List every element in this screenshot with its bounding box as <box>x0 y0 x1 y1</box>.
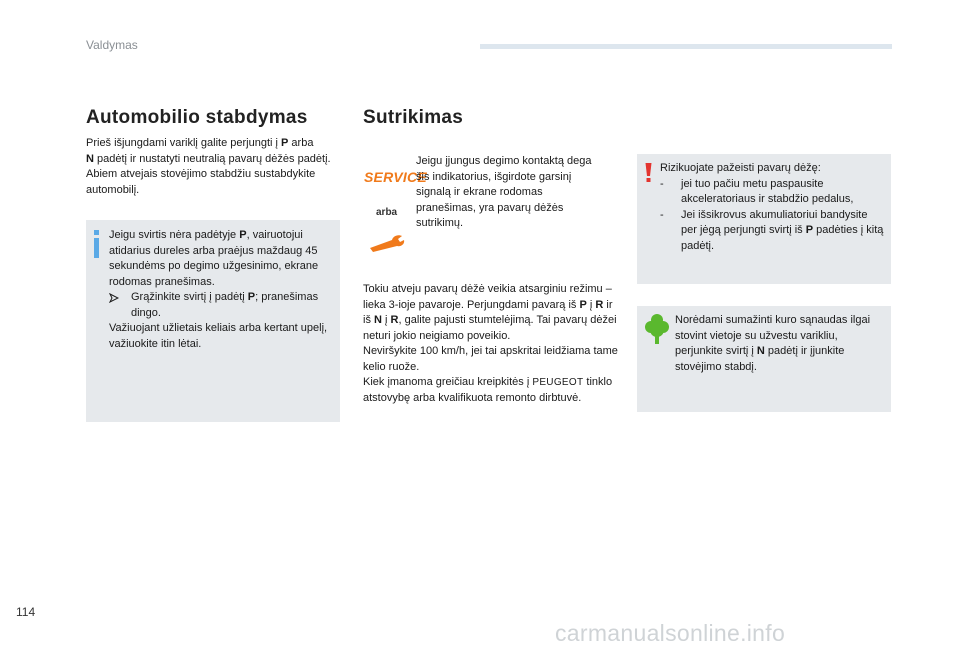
tree-icon <box>645 314 669 344</box>
text-span: Jeigu svirtis nėra padėtyje <box>109 229 240 241</box>
indicator-description: Jeigu įjungus degimo kontaktą dega šis indikatorius, išgirdote garsinį signalą ir ekrane rodomas pranešimas, yra pavarų dėžės sutrikimų. <box>416 155 592 229</box>
gear-p: P <box>805 224 814 236</box>
or-label: arba <box>376 207 398 218</box>
gear-r: R <box>595 298 604 311</box>
wrench-icon <box>368 234 406 252</box>
header-bar <box>480 44 892 49</box>
malfunction-text <box>363 282 619 406</box>
info-text <box>109 228 331 352</box>
text-span: Grąžinkite svirtį į padėtį <box>131 291 248 303</box>
bullet-arrow-icon <box>109 290 131 321</box>
dash: - <box>660 208 664 221</box>
warning-text <box>660 161 886 254</box>
gear-p: P <box>281 137 289 149</box>
text-span: į <box>586 298 596 311</box>
eco-text <box>675 313 883 375</box>
gear-p: P <box>579 298 587 311</box>
text-span: , galite pajusti stumtelėjimą. Tai pavarų dėžei neturi jokio neigiamo poveikio. <box>363 314 617 342</box>
info-bullet <box>109 290 331 321</box>
text-span: Abiem atvejais stovėjimo stabdžiu sustabdykite automobilį. <box>86 168 316 196</box>
warning-box <box>637 154 891 284</box>
text-span: padėtį ir įjunkite stovėjimo stabdį. <box>675 345 845 373</box>
gear-n: N <box>86 152 94 165</box>
text-span: , vairuotojui atidarius dureles arba praėjus maždaug 45 sekundėms po degimo užgesinimo, ekrane rodomas pranešimas. <box>109 229 319 288</box>
text-span: Prieš išjungdami variklį galite perjungti į <box>86 137 282 149</box>
text-span: Norėdami sumažinti kuro sąnaudas ilgai stovint vietoje su užvestu varikliu, perjunkite svirtį į <box>675 314 871 357</box>
warning-item <box>660 208 886 255</box>
text-span: Kiek įmanoma greičiau kreipkitės į <box>363 376 533 388</box>
parking-paragraph <box>86 136 341 198</box>
gear-p: P <box>239 229 247 241</box>
warning-intro: Rizikuojate pažeisti pavarų dėžę: <box>660 162 821 174</box>
gear-n: N <box>756 345 765 357</box>
text-span: į <box>381 314 391 326</box>
info-icon <box>93 230 100 258</box>
warning-icon <box>645 163 652 183</box>
service-indicator: SERVICE <box>364 169 427 185</box>
brand-name: PEUGEOT <box>532 377 584 388</box>
info-box <box>86 220 340 422</box>
text-span: Neviršykite 100 km/h, jei tai apskritai leidžiama tame kelio ruože. <box>363 345 618 373</box>
section-title: Valdymas <box>86 38 138 52</box>
warning-item <box>660 177 886 208</box>
watermark: carmanualsonline.info <box>555 620 786 646</box>
text-span: padėties į kitą padėtį. <box>681 224 884 252</box>
text-span: arba <box>288 137 314 149</box>
text-span: tinklo atstovybę arba kvalifikuota remonto dirbtuvė. <box>363 376 613 404</box>
text-span: Važiuojant užlietais keliais arba kertant upelį, važiuokite itin lėtai. <box>109 322 328 350</box>
text-span: ; pranešimas dingo. <box>131 291 319 319</box>
gear-p: P <box>247 291 256 303</box>
text-span: padėtį ir nustatyti neutralią pavarų dėžės padėtį. <box>93 152 331 165</box>
text-span: Jei išsikrovus akumuliatoriui bandysite per jėgą perjungti svirtį iš <box>681 208 868 236</box>
text-span: jei tuo pačiu metu paspausite akceleratoriaus ir stabdžio pedalus, <box>681 177 854 205</box>
dash: - <box>660 177 664 190</box>
heading-malfunction: Sutrikimas <box>363 107 464 128</box>
text-span: ir iš <box>363 298 613 326</box>
page-number: 114 <box>16 605 36 619</box>
gear-r: R <box>390 314 399 326</box>
gear-n: N <box>374 314 382 326</box>
text-span: Tokiu atveju pavarų dėžė veikia atsarginiu režimu – lieka 3-ioje pavaroje. Perjungdami pavarą iš <box>363 283 612 311</box>
heading-parking: Automobilio stabdymas <box>86 107 308 128</box>
eco-box <box>637 306 891 412</box>
